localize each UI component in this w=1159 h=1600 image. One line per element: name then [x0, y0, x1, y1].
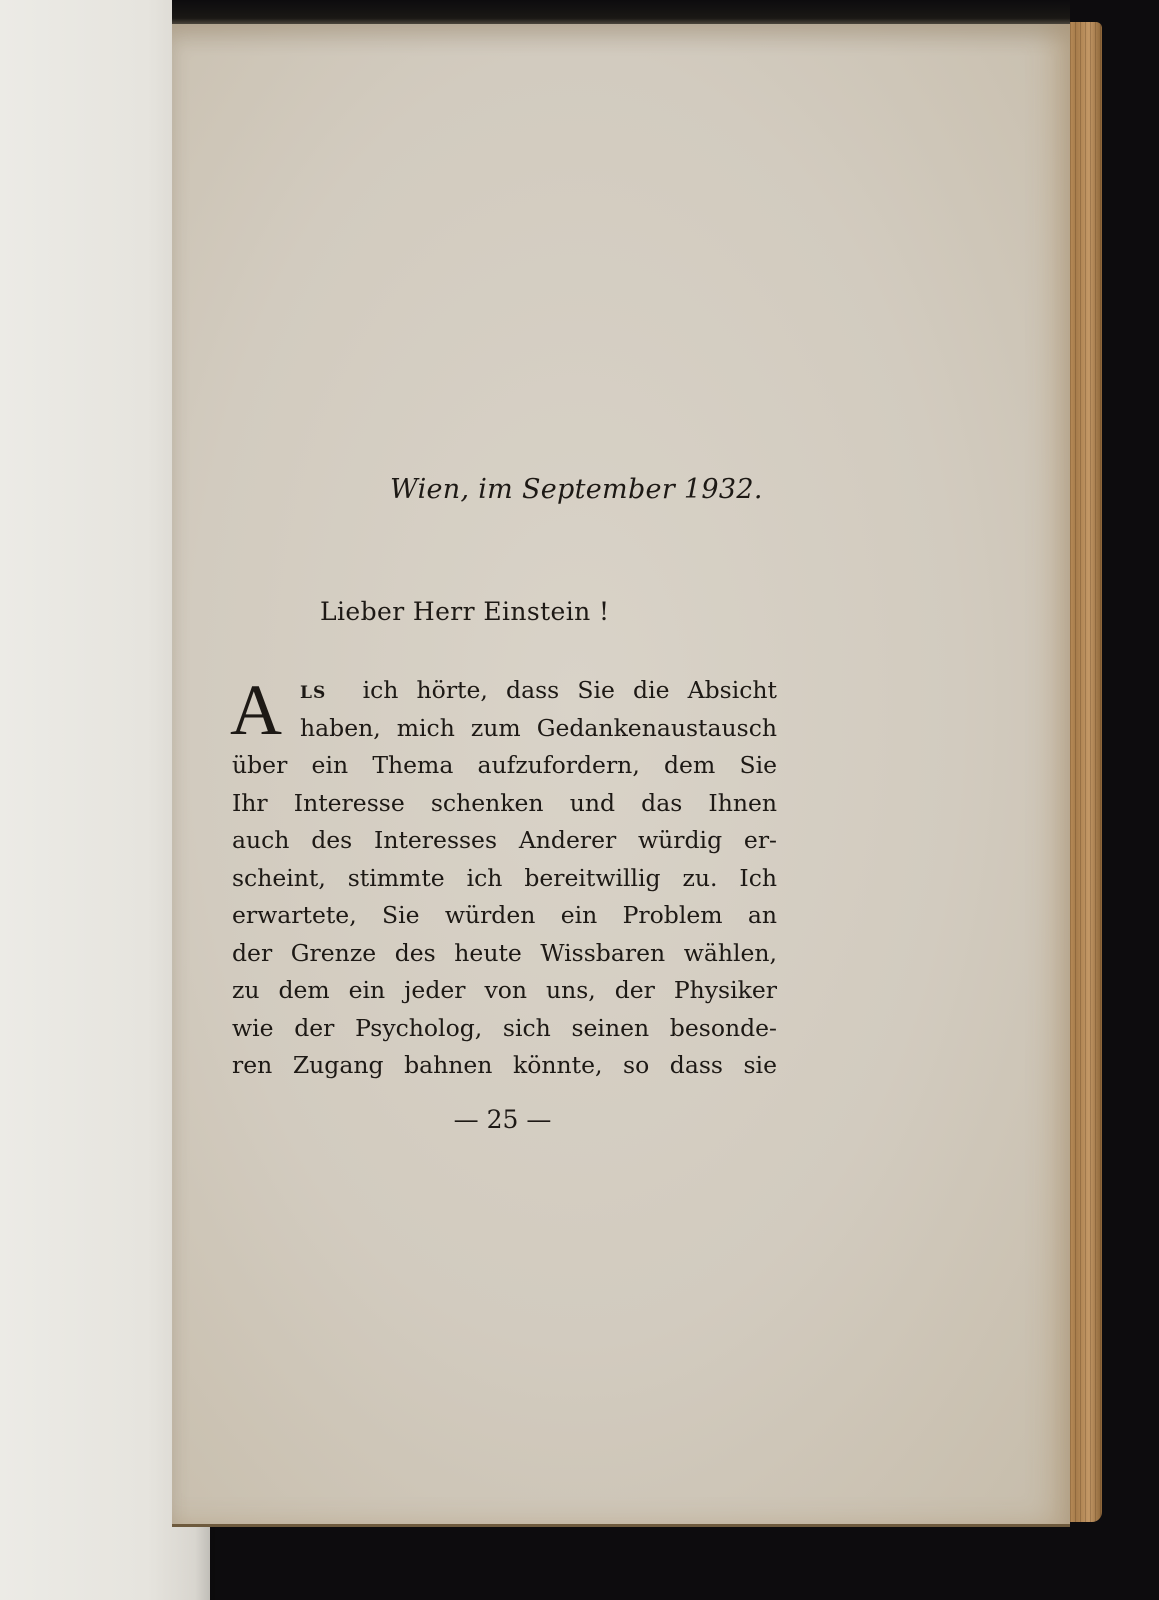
body-line-2: haben, mich zum Gedankenaustausch	[300, 713, 777, 742]
salutation: Lieber Herr Einstein !	[320, 597, 610, 626]
dateline: Wien, im September 1932.	[390, 474, 763, 505]
page-number: — 25 —	[453, 1105, 552, 1134]
body-line-5: auch des Interesses Anderer würdig er-	[232, 826, 777, 854]
body-line-7: erwartete, Sie würden ein Problem an	[232, 901, 777, 929]
body-line-6: scheint, stimmte ich bereitwillig zu. Ich	[232, 863, 777, 892]
drop-cap: A	[230, 670, 282, 750]
body-line-9: zu dem ein jeder von uns, der Physiker	[232, 976, 777, 1004]
body-line-1-text: ich hörte, dass Sie die Absicht	[362, 676, 777, 704]
body-line-11: ren Zugang bahnen könnte, so dass sie	[232, 1051, 777, 1079]
body-line-3: über ein Thema aufzufordern, dem Sie	[232, 751, 777, 779]
first-word-small-caps: LS	[300, 683, 327, 703]
body-line-4: Ihr Interesse schenken und das Ihnen	[232, 788, 777, 817]
body-line-10: wie der Psycholog, sich seinen besonde-	[232, 1013, 777, 1042]
letter-body	[232, 672, 777, 1085]
body-line-1	[232, 672, 777, 710]
body-line-8: der Grenze des heute Wissbaren wählen,	[232, 938, 777, 967]
top-edge-shadow	[172, 0, 1070, 26]
